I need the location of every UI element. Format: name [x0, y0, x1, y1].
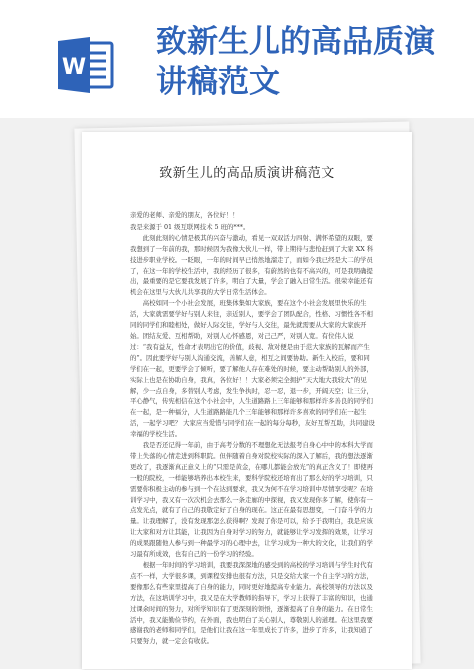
word-letter: W — [61, 55, 87, 80]
paragraph: 高校如同一个小社会发展，班集体集如大家族，要在这个小社会发展里快乐的生活，大家就需要学好与别人来往，亲近别人，要学会了团队配合，性格、习惯性各不相同的同学们和睦相处，做好人际交往，学好与人交往，最先就需要从大家的大家族开始。团结友爱、互相帮助，对别人心怀感恩，对己己严，对别人宽。有位伟人说过：“我有益友，性命才表明出它的价值，歧视、敌对便是由于范大家族的瓦解而产生的”。因此要学好与别人沟通交流，善解人意，相互之间要协助。新生入校后，要和同学们在一起，更要学会了倾听，要了解他人存在难处的时候，要主动帮助别人的外部，实际上也是在协助自身，我真，各位好！！大家必须完全拥护“天大地大我较大”的见解，少一点自身，多替别人考虑，发生争执时，忍一忍，退一步，开阔天空；让三分，平心静气，传宪相信在这个小社会中，人生道路路上三年能够和那样许多善良的同学们在一起，是一种福分，人生道路路能几个三年能够和那样许多喜欢的同学们在一起生活，一起学习吧？ 大家应当爱惜与同学们在一起的每分每秒，友好互帮互助，共同建设幸福的学校生活。 — [130, 299, 375, 439]
paragraph: 此刻此刻的心情是极其的兴奋与激动，看见一双双活力四射、满怀希望的双眼，要我想到了一年前的我，那时候因为我像大伙儿一样，带上期待与悲怆赶到了大家 XX 科技进步职业学校。一眨眼，一年的时间早已悄然地溜走了，而如今我已经是大二的学员了，在这一年的学校生活中，我的经历了很多，有蔚然的也有不高兴的，可是我明确提出，最重要的是它要我发展了许多，明白了大量，学会了融入日常生活。很荣幸能还有机会在这里与大伙儿共享我的大学日常生活体会。 — [130, 233, 374, 297]
paragraph: 根据一年时间的学习培训，我要我深深地的感受到的高校的学习培训与学生时代有点不一样，大学很多课，到课程安排也很有方法，只是交给大家一个自主学习的方法，要像那么有些家里提高了自身的能力，同时更好地提高专业能力。高校领导的方法以及方法，在这培训学习中，我又是在大学教师的指导下，学习上获得了丰富的知识，也通过课余时间的努力，对所学知识有了更深刻的领悟，逐渐提高了自身的能力。在日常生活中，我又能勤俭节约，在外面，我也明白了关心别人，尊敬别人的道理。在这里我要感谢我的老师和同学们，是他们让我在这一年里成长了许多，进步了许多，让我知道了只要努力，就一定会有收获。 — [130, 561, 373, 646]
paragraph: 亲爱的老师、亲爱的朋友，各位好！！ — [130, 211, 239, 219]
paragraph: 我是来源于 01 级互联网技术 5 班的***。 — [130, 222, 250, 231]
paragraph: 我是否还记得一年前，由于高考分数的不理想化无法报考自身心中中的本科大学而带上失落的心情走进到科职院。但伴随着自身对院校实际的深入了解后，我的想法逐渐更改了，我逐渐真正意义上的“只需是黄金，在哪儿都能会放光”的真正含义了！即使再一般的院校，一样能够培养出本校生来，要科学院校还培育出了那么好的学习培训，只需要你积极主动的参与到一个在达到要求，我又为何不在学习培训中尽情享受呢？在培训学习中，我又有一次次机会去那么一条走廊的中探视，我又发现你多了解，使你有一点发光点，就有了自己的我敬定好了自身的现在。这正在最有思想变，一门奋斗学的力量。让我理解了，没有发现那怎么获得啊？发现了你是可以，给予于我明白，我是应该让大家和对方让其能，让我因为自身对学习的努力，就能够让学习发挥的效果，让学习的成果跟随他人参与到一种最学习的心理中去，让学习成为一种大的文化，让我们的学习最有所成效，也有自己的一份学习的经验。 — [130, 441, 373, 559]
document-body — [130, 210, 376, 647]
page-title: 致新生儿的高品质演讲稿范文 — [156, 24, 435, 100]
banner-header — [0, 0, 474, 118]
document-page — [82, 132, 412, 669]
word-document-icon — [56, 37, 116, 93]
document-title: 致新生儿的高品质演讲稿范文 — [159, 166, 335, 181]
